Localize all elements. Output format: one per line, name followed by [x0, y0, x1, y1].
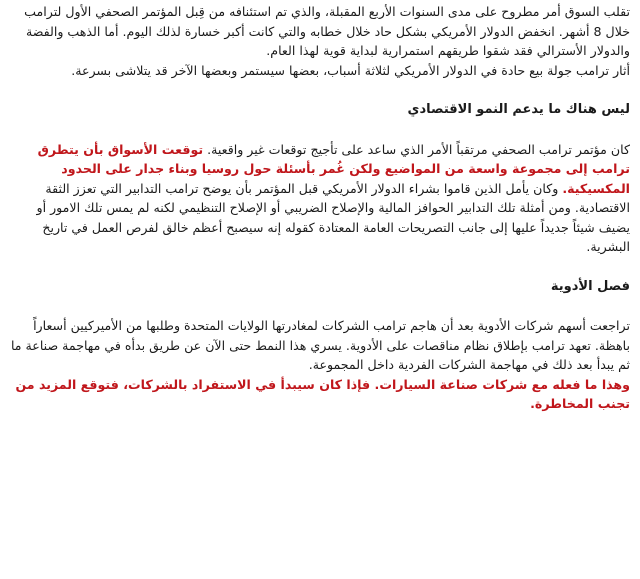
section-heading-pharma: فصل الأدوية	[550, 278, 630, 294]
paragraph-market-volatility: تقلب السوق أمر مطروح على مدى السنوات الأربع المقبلة، والذي تم استئنافه من قِبل المؤتمر الصحفي الأول لترامب خلال 8 أشهر. انخفض الدولار الأمريكي بشكل حاد خلال خطابه والتي كانت أكبر خسارة لذلك اليوم. أما الذهب والفضة والدولار الأسترالي فقد شقوا طريقهم استمرارية لبداية قوية لهذا العام.	[24, 4, 630, 58]
paragraph-press-conference	[10, 140, 630, 257]
paragraph-pharma-stocks: تراجعت أسهم شركات الأدوية بعد أن هاجم ترامب الشركات لمغادرتها الولايات المتحدة وطلبها من الأميركيين أسعاراً باهظة. تعهد ترامب بإطلاق نظام مناقصات على الأدوية. يسري هذا النمط حتى الآن عن طريق بدأه في مهاجمة صناعة ما ثم يبدأ بعد ذلك في مهاجمة الشركات الفردية داخل المجموعة.	[10, 318, 630, 372]
spacer	[10, 80, 630, 100]
highlighted-market-expectations: توقعت الأسواق بأن يتطرق ترامب إلى مجموعة واسعة من المواضيع ولكن غُمر بأسئلة حول روسيا وبناء جدار على الحدود المكسيكية.	[37, 141, 630, 196]
paragraph-dollar-selloff: أثار ترامب جولة بيع حادة في الدولار الأمريكي لثلاثة أسباب، بعضها سيستمر وبعضها الآخر قد يتلاشى بسرعة.	[71, 62, 630, 78]
press-conference-text-start: كان مؤتمر ترامب الصحفي مرتقباً الأمر الذي ساعد على تأجيج توقعات غير واقعية.	[203, 141, 630, 157]
spacer	[10, 296, 630, 316]
spacer	[10, 257, 630, 277]
highlighted-auto-industry: وهذا ما فعله مع شركات صناعة السيارات. فإذا كان سيبدأ في الاستفراد بالشركات، فتوقع المزيد من تجنب المخاطرة.	[15, 376, 630, 411]
section-heading-growth: ليس هناك ما يدعم النمو الاقتصادي	[407, 102, 630, 117]
press-conference-text-end: وكان يأمل الذين قاموا بشراء الدولار الأمريكي قبل المؤتمر بأن يوضح ترامب التدابير التي تعزز الثقة الاقتصادية. ومن أمثلة تلك التدابير الحوافز المالية والإصلاح الضريبي أو الإصلاح التنظيمي لكنه لم يمس تلك الامور أو يضيف شيئاً جديداً عليها إلى جانب التصريحات العامة المعتادة كقوله إنه سيصبح أعظم خالق لفرص العمل في تاريخ البشرية.	[36, 180, 630, 254]
spacer	[10, 120, 630, 140]
